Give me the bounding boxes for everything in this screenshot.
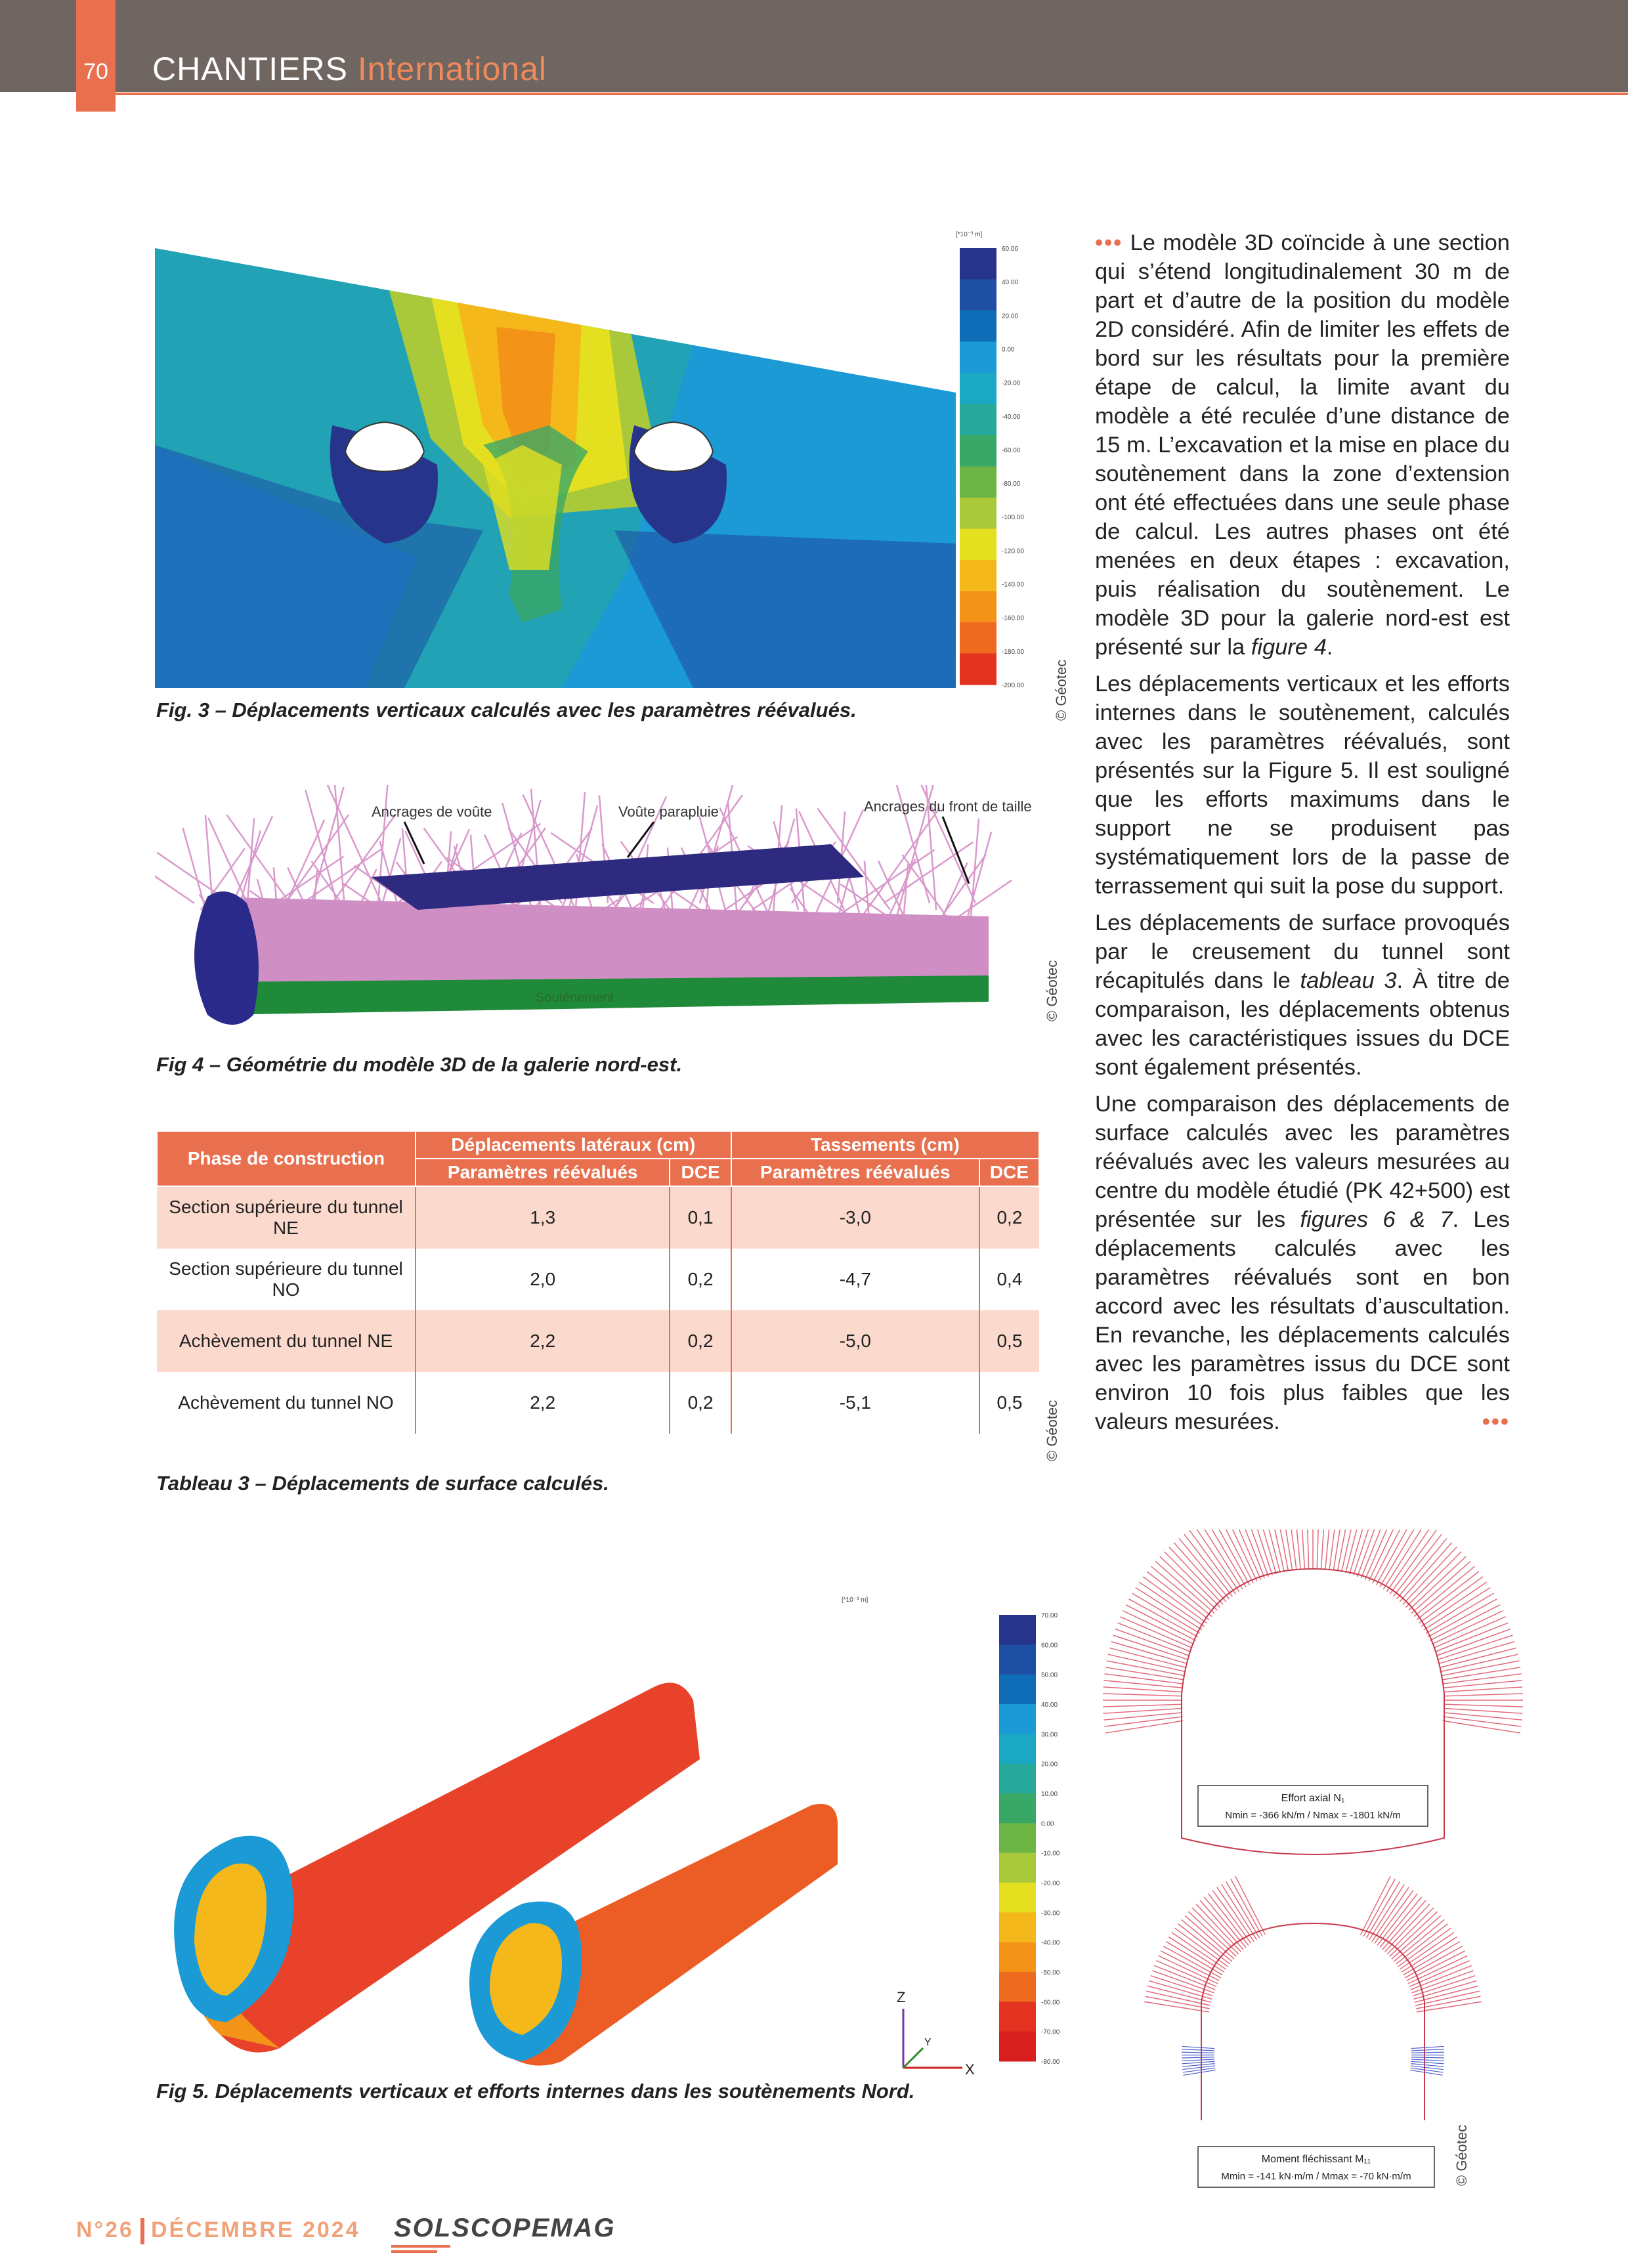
paragraph-4-text-a: Une comparaison des déplacements de surface calculés avec les paramètres réévalués avec les valeurs mesurées au centre du modèle étudié (PK 42+500) est présentée sur les bbox=[1095, 1092, 1510, 1232]
fig5-legend-unit: [*10⁻³ m] bbox=[842, 1596, 868, 1604]
cell-phase: Section supérieure du tunnel NE bbox=[157, 1186, 416, 1249]
effort-ray bbox=[1390, 1530, 1437, 1594]
colorbar-tick-label: -10.00 bbox=[1041, 1850, 1060, 1858]
colorbar-tick-label: 0.00 bbox=[1002, 346, 1015, 354]
colorbar-tick-label: 60.00 bbox=[1002, 246, 1019, 253]
effort-ray bbox=[1105, 1717, 1183, 1726]
cell-tas-reevalues: -5,0 bbox=[731, 1310, 979, 1372]
effort-ray bbox=[1443, 1717, 1521, 1726]
colorbar-swatch bbox=[999, 2001, 1036, 2032]
cell-lat-dce: 0,2 bbox=[670, 1372, 731, 1434]
colorbar-tick-label: 30.00 bbox=[1041, 1731, 1058, 1739]
figures-6-7-reference: figures 6 & 7 bbox=[1300, 1207, 1453, 1232]
colorbar-tick-label: -40.00 bbox=[1041, 1939, 1060, 1947]
cell-lat-dce: 0,2 bbox=[670, 1249, 731, 1310]
colorbar-swatch bbox=[960, 342, 996, 374]
magazine-name: CHANTIERS bbox=[152, 51, 348, 87]
col-phase-header: Phase de construction bbox=[157, 1131, 416, 1186]
effort-ray bbox=[1111, 1642, 1187, 1663]
effort-ray bbox=[1103, 1680, 1182, 1688]
cell-tas-reevalues: -3,0 bbox=[731, 1186, 979, 1249]
colorbar-swatch bbox=[999, 1615, 1036, 1645]
paragraph-4-text-b: . Les déplacements calculés avec les paramètres réévalués sont en bon accord avec les résultats d’auscultation. En revanche, les déplacements calculés avec les paramètres issus du DCE sont environ 10 fois plus faibles que les valeurs mesurées. bbox=[1095, 1207, 1510, 1434]
cell-tas-dce: 0,2 bbox=[979, 1186, 1039, 1249]
moment-ray-negative bbox=[1411, 2052, 1444, 2053]
colorbar-swatch bbox=[999, 1793, 1036, 1824]
anchor-bar bbox=[523, 795, 582, 923]
colorbar-swatch bbox=[999, 1704, 1036, 1734]
colorbar-tick-label: -30.00 bbox=[1041, 1910, 1060, 1917]
moment-ray bbox=[1398, 1928, 1451, 1967]
effort-ray bbox=[1444, 1680, 1522, 1688]
cell-lat-dce: 0,2 bbox=[670, 1310, 731, 1372]
effort-ray bbox=[1103, 1694, 1182, 1696]
effort-ray bbox=[1317, 1530, 1319, 1569]
moment-ray-negative bbox=[1411, 2046, 1444, 2048]
colorbar-tick-label: 40.00 bbox=[1041, 1701, 1058, 1709]
fig4-label-voute-parapluie: Voûte parapluie bbox=[618, 803, 719, 820]
colorbar-swatch bbox=[999, 1942, 1036, 1973]
effort-ray bbox=[1260, 1530, 1280, 1573]
colorbar-swatch bbox=[999, 1853, 1036, 1883]
effort-ray bbox=[1444, 1713, 1522, 1720]
page-number: 70 bbox=[83, 59, 108, 84]
colorbar-tick-label: -60.00 bbox=[1002, 446, 1021, 454]
colorbar-swatch bbox=[999, 1734, 1036, 1764]
moment-ray-negative bbox=[1183, 2070, 1215, 2075]
fig5-moment-values: Mmin = -141 kN·m/m / Mmax = -70 kN·m/m bbox=[1221, 2171, 1411, 2182]
moment-ray-negative bbox=[1411, 2061, 1444, 2063]
table-row bbox=[157, 1372, 1039, 1434]
colorbar-tick-label: 0.00 bbox=[1041, 1820, 1054, 1828]
logo-stripe bbox=[391, 2245, 450, 2248]
cell-lat-reevalues: 2,2 bbox=[416, 1372, 670, 1434]
colorbar-swatch bbox=[960, 654, 996, 685]
effort-ray bbox=[1321, 1530, 1327, 1569]
moment-ray-negative bbox=[1411, 2059, 1444, 2061]
cell-tas-reevalues: -4,7 bbox=[731, 1249, 979, 1310]
table-row bbox=[157, 1249, 1039, 1310]
effort-ray bbox=[1103, 1713, 1182, 1720]
effort-ray bbox=[1417, 1572, 1479, 1620]
moment-ray bbox=[1212, 1891, 1251, 1944]
effort-ray bbox=[1218, 1530, 1253, 1583]
effort-ray bbox=[1306, 1530, 1309, 1569]
colorbar-tick-label: -200.00 bbox=[1002, 682, 1024, 689]
cell-tas-dce: 0,4 bbox=[979, 1249, 1039, 1310]
fig5-moment-title: Moment fléchissant M₁₁ bbox=[1261, 2154, 1371, 2165]
colorbar-swatch bbox=[999, 2032, 1036, 2062]
effort-ray bbox=[1147, 1572, 1209, 1620]
header-rule bbox=[116, 93, 1628, 95]
effort-ray bbox=[1396, 1538, 1446, 1598]
colorbar-swatch bbox=[960, 404, 996, 436]
group-tassements-header: Tassements (cm) bbox=[731, 1131, 1039, 1159]
fig5-axis-x: X bbox=[965, 2061, 975, 2078]
fig3-legend-unit: [*10⁻³ m] bbox=[956, 231, 983, 238]
effort-ray bbox=[1394, 1534, 1442, 1596]
colorbar-tick-label: -20.00 bbox=[1041, 1880, 1060, 1887]
fig5-axis-z: Z bbox=[897, 1989, 906, 2005]
colorbar-tick-label: 20.00 bbox=[1041, 1761, 1058, 1768]
fig3-colorbar bbox=[960, 248, 996, 685]
effort-ray bbox=[1189, 1530, 1236, 1594]
colorbar-tick-label: 40.00 bbox=[1002, 279, 1019, 287]
fig5-axis-triad bbox=[897, 1989, 975, 2078]
colorbar-tick-label: -80.00 bbox=[1041, 2059, 1060, 2066]
issue-number: N°26 bbox=[76, 2217, 134, 2242]
moment-ray bbox=[1402, 1937, 1457, 1973]
paragraph-3-text-a: Les déplacements de surface provoqués par le creusement du tunnel sont récapitulés dans le bbox=[1095, 910, 1510, 993]
moment-ray bbox=[1400, 1933, 1454, 1969]
table-row bbox=[157, 1186, 1039, 1249]
fig4-label-ancrages-voute: Ancrages de voûte bbox=[372, 803, 492, 820]
fig4-arrow-front bbox=[943, 817, 969, 884]
article-body bbox=[1095, 228, 1510, 1444]
effort-ray bbox=[1373, 1530, 1408, 1583]
effort-ray bbox=[1151, 1566, 1211, 1616]
colorbar-swatch bbox=[960, 310, 996, 342]
paragraph-2: Les déplacements verticaux et les efforts internes dans le soutènement, calculés avec les paramètres réévalués, sont présentés sur la Figure 5. Il est souligné que les efforts maximums dans le support ne se produisent pas systématiquement lors de la passe de terrassement qui suit la pose du support. bbox=[1095, 672, 1510, 899]
effort-ray bbox=[1300, 1530, 1305, 1569]
cell-phase: Achèvement du tunnel NO bbox=[157, 1372, 416, 1434]
cell-phase: Section supérieure du tunnel NO bbox=[157, 1249, 416, 1310]
fig5-colorbar-ticks bbox=[1041, 1612, 1060, 2066]
cell-lat-dce: 0,1 bbox=[670, 1186, 731, 1249]
sub-dce-tassements: DCE bbox=[979, 1159, 1039, 1186]
fig4-3d-model-image bbox=[155, 785, 1048, 1048]
effort-ray bbox=[1179, 1538, 1229, 1598]
colorbar-swatch bbox=[960, 280, 996, 311]
colorbar-swatch bbox=[999, 1912, 1036, 1942]
colorbar-tick-label: -180.00 bbox=[1002, 648, 1024, 656]
fig3-contour-image bbox=[155, 228, 1067, 714]
colorbar-tick-label: -160.00 bbox=[1002, 614, 1024, 622]
colorbar-swatch bbox=[960, 248, 996, 280]
cell-tas-reevalues: -5,1 bbox=[731, 1372, 979, 1434]
moment-ray-negative bbox=[1182, 2046, 1214, 2048]
colorbar-tick-label: -60.00 bbox=[1041, 1999, 1060, 2007]
moment-ray bbox=[1369, 1884, 1405, 1939]
moment-ray bbox=[1172, 1933, 1226, 1969]
moment-ray-negative bbox=[1182, 2052, 1214, 2053]
colorbar-tick-label: -20.00 bbox=[1002, 379, 1021, 387]
logo-stripe bbox=[391, 2250, 437, 2253]
anchor-bar bbox=[247, 818, 254, 910]
paragraph-bullets: ••• bbox=[1095, 230, 1123, 255]
tableau-3-reference: tableau 3 bbox=[1300, 968, 1397, 993]
fig5-tunnels-image bbox=[155, 1589, 1100, 2081]
paragraph-3-text-b: . À titre de comparaison, les déplacements obtenus avec les caractéristiques issues du DCE sont également présentés. bbox=[1095, 968, 1510, 1080]
colorbar-swatch bbox=[960, 560, 996, 591]
effort-ray bbox=[1346, 1530, 1365, 1573]
fig4-arrow-voute bbox=[404, 822, 424, 864]
moment-ray-negative bbox=[1182, 2057, 1214, 2058]
moment-ray-negative bbox=[1410, 2070, 1442, 2075]
moment-ray bbox=[1375, 1891, 1413, 1944]
table3-caption: Tableau 3 – Déplacements de surface calculés. bbox=[156, 1472, 609, 1495]
anchor-bar bbox=[286, 820, 324, 903]
paragraph-1-text: Le modèle 3D coïncide à une section qui s’étend longitudinalement 30 m de part et d’autre de la position du modèle 2D considéré. Afin de limiter les effets de bord sur les résultats pour la première étape de calcul, la limite avant du modèle a été reculée d’une distance de 15 m. L’excavation et la mise en place du soutènement dans la zone d’extension ont été effectuées dans une seule phase de calcul. Les autres phases ont été menées en deux étapes : excavation, puis réalisation du soutènement. Le modèle 3D pour la galerie nord-est est présenté sur la bbox=[1095, 230, 1510, 660]
paragraph-3 bbox=[1095, 909, 1510, 1082]
fig5-axis-y: Y bbox=[924, 2037, 932, 2048]
group-lateral-header: Déplacements latéraux (cm) bbox=[416, 1131, 731, 1159]
page-footer bbox=[76, 2217, 360, 2244]
fig4-label-ancrages-front: Ancrages du front de taille bbox=[864, 798, 1032, 815]
effort-ray bbox=[1414, 1566, 1474, 1616]
cell-phase: Achèvement du tunnel NE bbox=[157, 1310, 416, 1372]
paragraph-1 bbox=[1095, 228, 1510, 662]
paragraph-4 bbox=[1095, 1090, 1510, 1436]
colorbar-tick-label: -120.00 bbox=[1002, 547, 1024, 555]
effort-ray bbox=[1405, 1552, 1461, 1608]
colorbar-tick-label: -70.00 bbox=[1041, 2028, 1060, 2036]
sub-reevalues-tassements: Paramètres réévalués bbox=[731, 1159, 979, 1186]
sub-reevalues-lateral: Paramètres réévalués bbox=[416, 1159, 670, 1186]
table3 bbox=[156, 1130, 1040, 1434]
effort-ray bbox=[1105, 1721, 1184, 1733]
effort-ray bbox=[1103, 1709, 1182, 1714]
colorbar-swatch bbox=[999, 1883, 1036, 1913]
table-row bbox=[157, 1310, 1039, 1372]
moment-ray-negative bbox=[1182, 2061, 1214, 2063]
effort-ray bbox=[1105, 1674, 1183, 1684]
paragraph-1-end: . bbox=[1326, 635, 1333, 660]
effort-ray bbox=[1224, 1530, 1257, 1581]
colorbar-swatch bbox=[960, 529, 996, 561]
effort-ray bbox=[1419, 1577, 1483, 1623]
moment-ray bbox=[1222, 1884, 1257, 1939]
end-bullets: ••• bbox=[1482, 1409, 1510, 1434]
colorbar-tick-label: -100.00 bbox=[1002, 514, 1024, 522]
effort-ray bbox=[1103, 1687, 1182, 1692]
table3-credit: © Géotec bbox=[1044, 1400, 1060, 1461]
cell-tas-dce: 0,5 bbox=[979, 1372, 1039, 1434]
effort-ray bbox=[1103, 1704, 1182, 1707]
effort-ray bbox=[1230, 1530, 1261, 1579]
moment-ray bbox=[1217, 1887, 1254, 1942]
colorbar-swatch bbox=[960, 467, 996, 498]
cell-tas-dce: 0,5 bbox=[979, 1310, 1039, 1372]
effort-ray bbox=[1438, 1635, 1512, 1659]
effort-ray bbox=[1184, 1534, 1233, 1596]
colorbar-tick-label: -140.00 bbox=[1002, 581, 1024, 589]
effort-ray bbox=[1443, 1674, 1521, 1684]
colorbar-swatch bbox=[960, 498, 996, 529]
effort-ray bbox=[1369, 1530, 1402, 1581]
moment-ray-negative bbox=[1182, 2059, 1214, 2061]
cell-lat-reevalues: 2,0 bbox=[416, 1249, 670, 1310]
fig3-caption: Fig. 3 – Déplacements verticaux calculés avec les paramètres réévalués. bbox=[156, 698, 857, 721]
magazine-title bbox=[152, 50, 547, 88]
cell-lat-reevalues: 2,2 bbox=[416, 1310, 670, 1372]
effort-ray bbox=[1444, 1709, 1523, 1714]
colorbar-swatch bbox=[999, 1644, 1036, 1675]
colorbar-swatch bbox=[960, 622, 996, 654]
fig5-effort-values: Nmin = -366 kN/m / Nmax = -1801 kN/m bbox=[1225, 1810, 1401, 1821]
effort-ray bbox=[1444, 1704, 1523, 1707]
colorbar-tick-label: 20.00 bbox=[1002, 312, 1019, 320]
effort-ray bbox=[1443, 1721, 1521, 1733]
anchor-bar bbox=[903, 864, 908, 923]
fig5-credit: © Géotec bbox=[1453, 2124, 1470, 2186]
magazine-accent: International bbox=[357, 51, 547, 87]
sub-dce-lateral: DCE bbox=[670, 1159, 731, 1186]
colorbar-tick-label: -50.00 bbox=[1041, 1969, 1060, 1977]
fig5-colorbar bbox=[999, 1615, 1036, 2062]
colorbar-tick-label: 70.00 bbox=[1041, 1612, 1058, 1619]
cell-lat-reevalues: 1,3 bbox=[416, 1186, 670, 1249]
fig4-credit: © Géotec bbox=[1044, 960, 1060, 1021]
moment-ray bbox=[1372, 1887, 1409, 1942]
moment-ray-negative bbox=[1411, 2049, 1444, 2051]
issue-date: DÉCEMBRE 2024 bbox=[150, 2217, 360, 2242]
colorbar-swatch bbox=[999, 1675, 1036, 1705]
colorbar-tick-label: -40.00 bbox=[1002, 413, 1021, 421]
moment-ray bbox=[1168, 1937, 1224, 1973]
colorbar-swatch bbox=[999, 1972, 1036, 2002]
figure-4-reference: figure 4 bbox=[1251, 635, 1327, 660]
moment-ray-negative bbox=[1411, 2057, 1444, 2058]
fig4-caption: Fig 4 – Géométrie du modèle 3D de la galerie nord-est. bbox=[156, 1053, 683, 1076]
colorbar-swatch bbox=[960, 373, 996, 404]
colorbar-swatch bbox=[960, 591, 996, 623]
effort-ray bbox=[1444, 1694, 1523, 1696]
fig3-credit: © Géotec bbox=[1053, 659, 1069, 721]
moment-ray-negative bbox=[1182, 2049, 1214, 2051]
colorbar-swatch bbox=[999, 1823, 1036, 1853]
fig5-force-diagrams bbox=[1090, 1530, 1536, 2193]
anchor-bar bbox=[884, 842, 973, 903]
colorbar-swatch bbox=[960, 435, 996, 467]
fig5-effort-title: Effort axial N₁ bbox=[1281, 1793, 1345, 1804]
colorbar-tick-label: 60.00 bbox=[1041, 1642, 1058, 1650]
solscopemag-logo: SOLSCOPEMAG bbox=[394, 2214, 616, 2242]
page-number-tab bbox=[76, 0, 116, 112]
colorbar-tick-label: 10.00 bbox=[1041, 1791, 1058, 1798]
effort-ray bbox=[1439, 1642, 1514, 1663]
fig3-colorbar-ticks bbox=[1002, 246, 1024, 689]
effort-ray bbox=[1365, 1530, 1396, 1579]
effort-ray bbox=[1143, 1577, 1207, 1623]
effort-ray bbox=[1165, 1552, 1220, 1608]
colorbar-swatch bbox=[999, 1764, 1036, 1794]
effort-ray bbox=[1444, 1687, 1523, 1692]
effort-ray bbox=[1113, 1635, 1188, 1659]
colorbar-tick-label: 50.00 bbox=[1041, 1671, 1058, 1679]
moment-ray bbox=[1175, 1928, 1228, 1967]
fig4-label-soutenement: Soutènement bbox=[536, 991, 614, 1005]
colorbar-tick-label: -80.00 bbox=[1002, 481, 1021, 488]
fig5-caption: Fig 5. Déplacements verticaux et efforts internes dans les soutènements Nord. bbox=[156, 2080, 915, 2103]
